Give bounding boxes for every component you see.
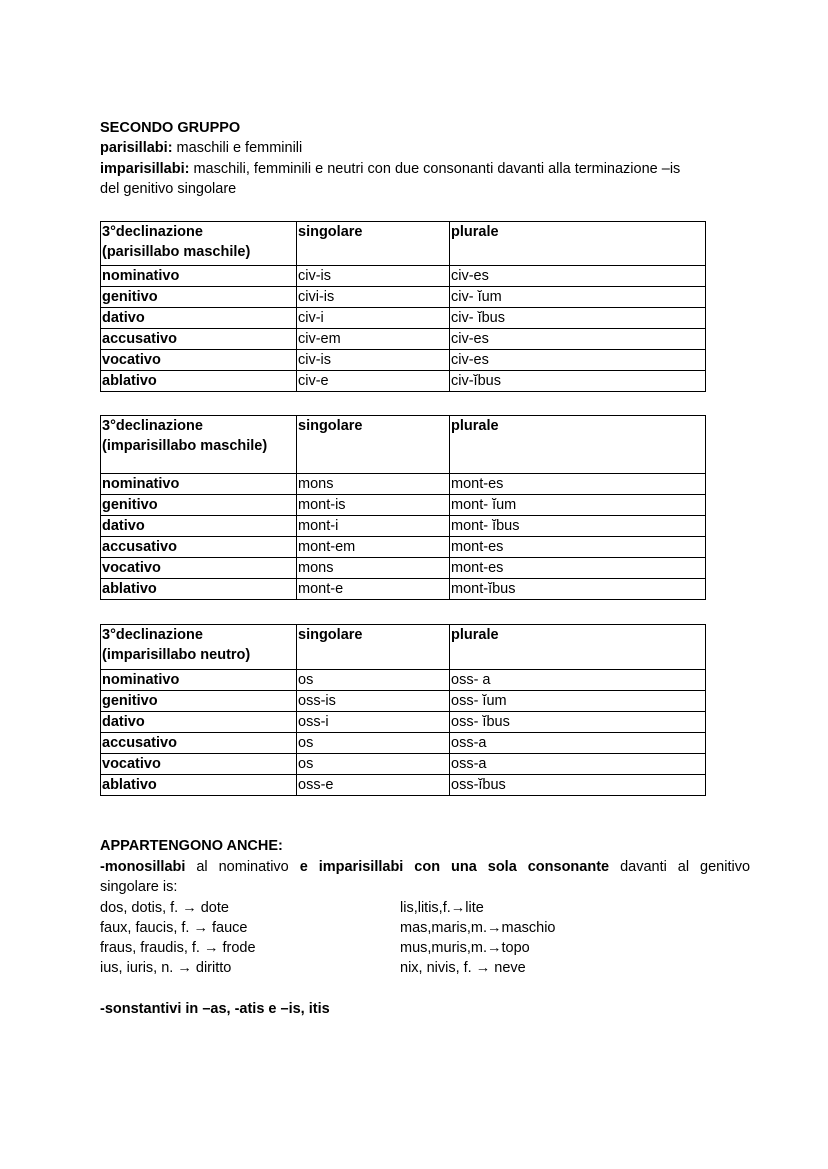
table-title-line-1: 3°declinazione bbox=[102, 224, 203, 240]
table-row bbox=[101, 579, 706, 600]
plural-cell: mont-ĭbus bbox=[450, 579, 706, 600]
singular-cell: oss-is bbox=[297, 691, 450, 712]
intro-bold-1: -monosillabi bbox=[100, 859, 186, 875]
plural-cell: oss- a bbox=[450, 670, 706, 691]
declension-table-1 bbox=[100, 221, 706, 392]
singular-cell: os bbox=[297, 754, 450, 775]
table-row bbox=[101, 537, 706, 558]
singular-cell: oss-e bbox=[297, 775, 450, 796]
singular-cell: oss-i bbox=[297, 712, 450, 733]
plural-cell: mont-es bbox=[450, 474, 706, 495]
imparisillabi-text: maschili, femminili e neutri con due consonanti davanti alla terminazione –is bbox=[189, 161, 681, 177]
plural-cell: mont-es bbox=[450, 537, 706, 558]
table-row bbox=[101, 495, 706, 516]
case-cell: genitivo bbox=[101, 495, 297, 516]
table-row bbox=[101, 350, 706, 371]
singular-cell: mont-i bbox=[297, 516, 450, 537]
appartengono-intro-line-2: singolare is: bbox=[100, 879, 178, 895]
plural-cell: civ- ĭum bbox=[450, 287, 706, 308]
table-row bbox=[101, 733, 706, 754]
plural-cell: oss-ĭbus bbox=[450, 775, 706, 796]
singular-cell: mont-is bbox=[297, 495, 450, 516]
singular-cell: civ-is bbox=[297, 266, 450, 287]
sostantivi-line: -sonstantivi in –as, -atis e –is, itis bbox=[100, 1001, 330, 1017]
case-cell: accusativo bbox=[101, 537, 297, 558]
col-header-plural: plurale bbox=[450, 222, 706, 266]
plural-cell: oss- ĭbus bbox=[450, 712, 706, 733]
appartengono-intro bbox=[100, 859, 750, 875]
table-title-cell bbox=[101, 625, 297, 670]
example-left: faux, faucis, f. → fauce bbox=[100, 920, 248, 936]
table-row bbox=[101, 371, 706, 392]
col-header-plural: plurale bbox=[450, 625, 706, 670]
table-row bbox=[101, 329, 706, 350]
example-right: mas,maris,m.→maschio bbox=[400, 920, 556, 936]
table-row bbox=[101, 691, 706, 712]
intro-text-1: al nominativo bbox=[185, 859, 300, 875]
table-title-line-2: (parisillabo maschile) bbox=[102, 244, 251, 260]
parisillabi-text: maschili e femminili bbox=[172, 140, 303, 156]
plural-cell: civ-es bbox=[450, 266, 706, 287]
singular-cell: os bbox=[297, 670, 450, 691]
table-title-line-1: 3°declinazione bbox=[102, 627, 203, 643]
table-row bbox=[101, 474, 706, 495]
example-left: fraus, fraudis, f. → frode bbox=[100, 940, 256, 956]
plural-cell: civ-es bbox=[450, 350, 706, 371]
plural-cell: civ-ĭbus bbox=[450, 371, 706, 392]
table-row bbox=[101, 516, 706, 537]
singular-cell: os bbox=[297, 733, 450, 754]
intro-text-2: davanti al genitivo bbox=[609, 859, 751, 875]
parisillabi-label: parisillabi: bbox=[100, 140, 173, 156]
singular-cell: civ-e bbox=[297, 371, 450, 392]
col-header-singular: singolare bbox=[297, 625, 450, 670]
plural-cell: oss-a bbox=[450, 754, 706, 775]
table-row bbox=[101, 287, 706, 308]
example-left: dos, dotis, f. → dote bbox=[100, 900, 229, 916]
case-cell: nominativo bbox=[101, 474, 297, 495]
case-cell: dativo bbox=[101, 516, 297, 537]
imparisillabi-line bbox=[100, 161, 680, 177]
col-header-singular: singolare bbox=[297, 416, 450, 474]
declension-table-3 bbox=[100, 624, 706, 796]
case-cell: vocativo bbox=[101, 754, 297, 775]
plural-cell: mont-es bbox=[450, 558, 706, 579]
singular-cell: civ-is bbox=[297, 350, 450, 371]
singular-cell: civ-i bbox=[297, 308, 450, 329]
plural-cell: civ- ĭbus bbox=[450, 308, 706, 329]
imparisillabi-label: imparisillabi: bbox=[100, 161, 190, 177]
case-cell: accusativo bbox=[101, 329, 297, 350]
case-cell: nominativo bbox=[101, 266, 297, 287]
case-cell: genitivo bbox=[101, 691, 297, 712]
plural-cell: mont- ĭbus bbox=[450, 516, 706, 537]
example-right: nix, nivis, f. → neve bbox=[400, 960, 526, 976]
singular-cell: mons bbox=[297, 474, 450, 495]
case-cell: vocativo bbox=[101, 558, 297, 579]
case-cell: ablativo bbox=[101, 579, 297, 600]
declension-table-2 bbox=[100, 415, 706, 600]
table-title-line-1: 3°declinazione bbox=[102, 418, 203, 434]
case-cell: dativo bbox=[101, 712, 297, 733]
case-cell: ablativo bbox=[101, 775, 297, 796]
table-row bbox=[101, 712, 706, 733]
table-title-cell bbox=[101, 222, 297, 266]
intro-bold-2: e imparisillabi con una sola consonante bbox=[299, 859, 610, 875]
plural-cell: civ-es bbox=[450, 329, 706, 350]
table-title-line-2: (imparisillabo maschile) bbox=[102, 438, 268, 454]
case-cell: ablativo bbox=[101, 371, 297, 392]
singular-cell: civi-is bbox=[297, 287, 450, 308]
col-header-singular: singolare bbox=[297, 222, 450, 266]
imparisillabi-line-2: del genitivo singolare bbox=[100, 181, 237, 197]
table-row bbox=[101, 308, 706, 329]
table-row bbox=[101, 558, 706, 579]
table-title-line-2: (imparisillabo neutro) bbox=[102, 647, 251, 663]
section-title: SECONDO GRUPPO bbox=[100, 120, 241, 136]
parisillabi-line bbox=[100, 140, 302, 156]
case-cell: vocativo bbox=[101, 350, 297, 371]
col-header-plural: plurale bbox=[450, 416, 706, 474]
table-row bbox=[101, 754, 706, 775]
singular-cell: mons bbox=[297, 558, 450, 579]
example-right: lis,litis,f.→lite bbox=[400, 900, 484, 916]
table-row bbox=[101, 775, 706, 796]
example-left: ius, iuris, n. → diritto bbox=[100, 960, 232, 976]
appartengono-title: APPARTENGONO ANCHE: bbox=[100, 838, 283, 854]
plural-cell: mont- ĭum bbox=[450, 495, 706, 516]
singular-cell: civ-em bbox=[297, 329, 450, 350]
case-cell: accusativo bbox=[101, 733, 297, 754]
case-cell: nominativo bbox=[101, 670, 297, 691]
table-row bbox=[101, 670, 706, 691]
case-cell: genitivo bbox=[101, 287, 297, 308]
table-title-cell bbox=[101, 416, 297, 474]
singular-cell: mont-e bbox=[297, 579, 450, 600]
table-row bbox=[101, 266, 706, 287]
singular-cell: mont-em bbox=[297, 537, 450, 558]
case-cell: dativo bbox=[101, 308, 297, 329]
plural-cell: oss-a bbox=[450, 733, 706, 754]
plural-cell: oss- ĭum bbox=[450, 691, 706, 712]
example-right: mus,muris,m.→topo bbox=[400, 940, 530, 956]
